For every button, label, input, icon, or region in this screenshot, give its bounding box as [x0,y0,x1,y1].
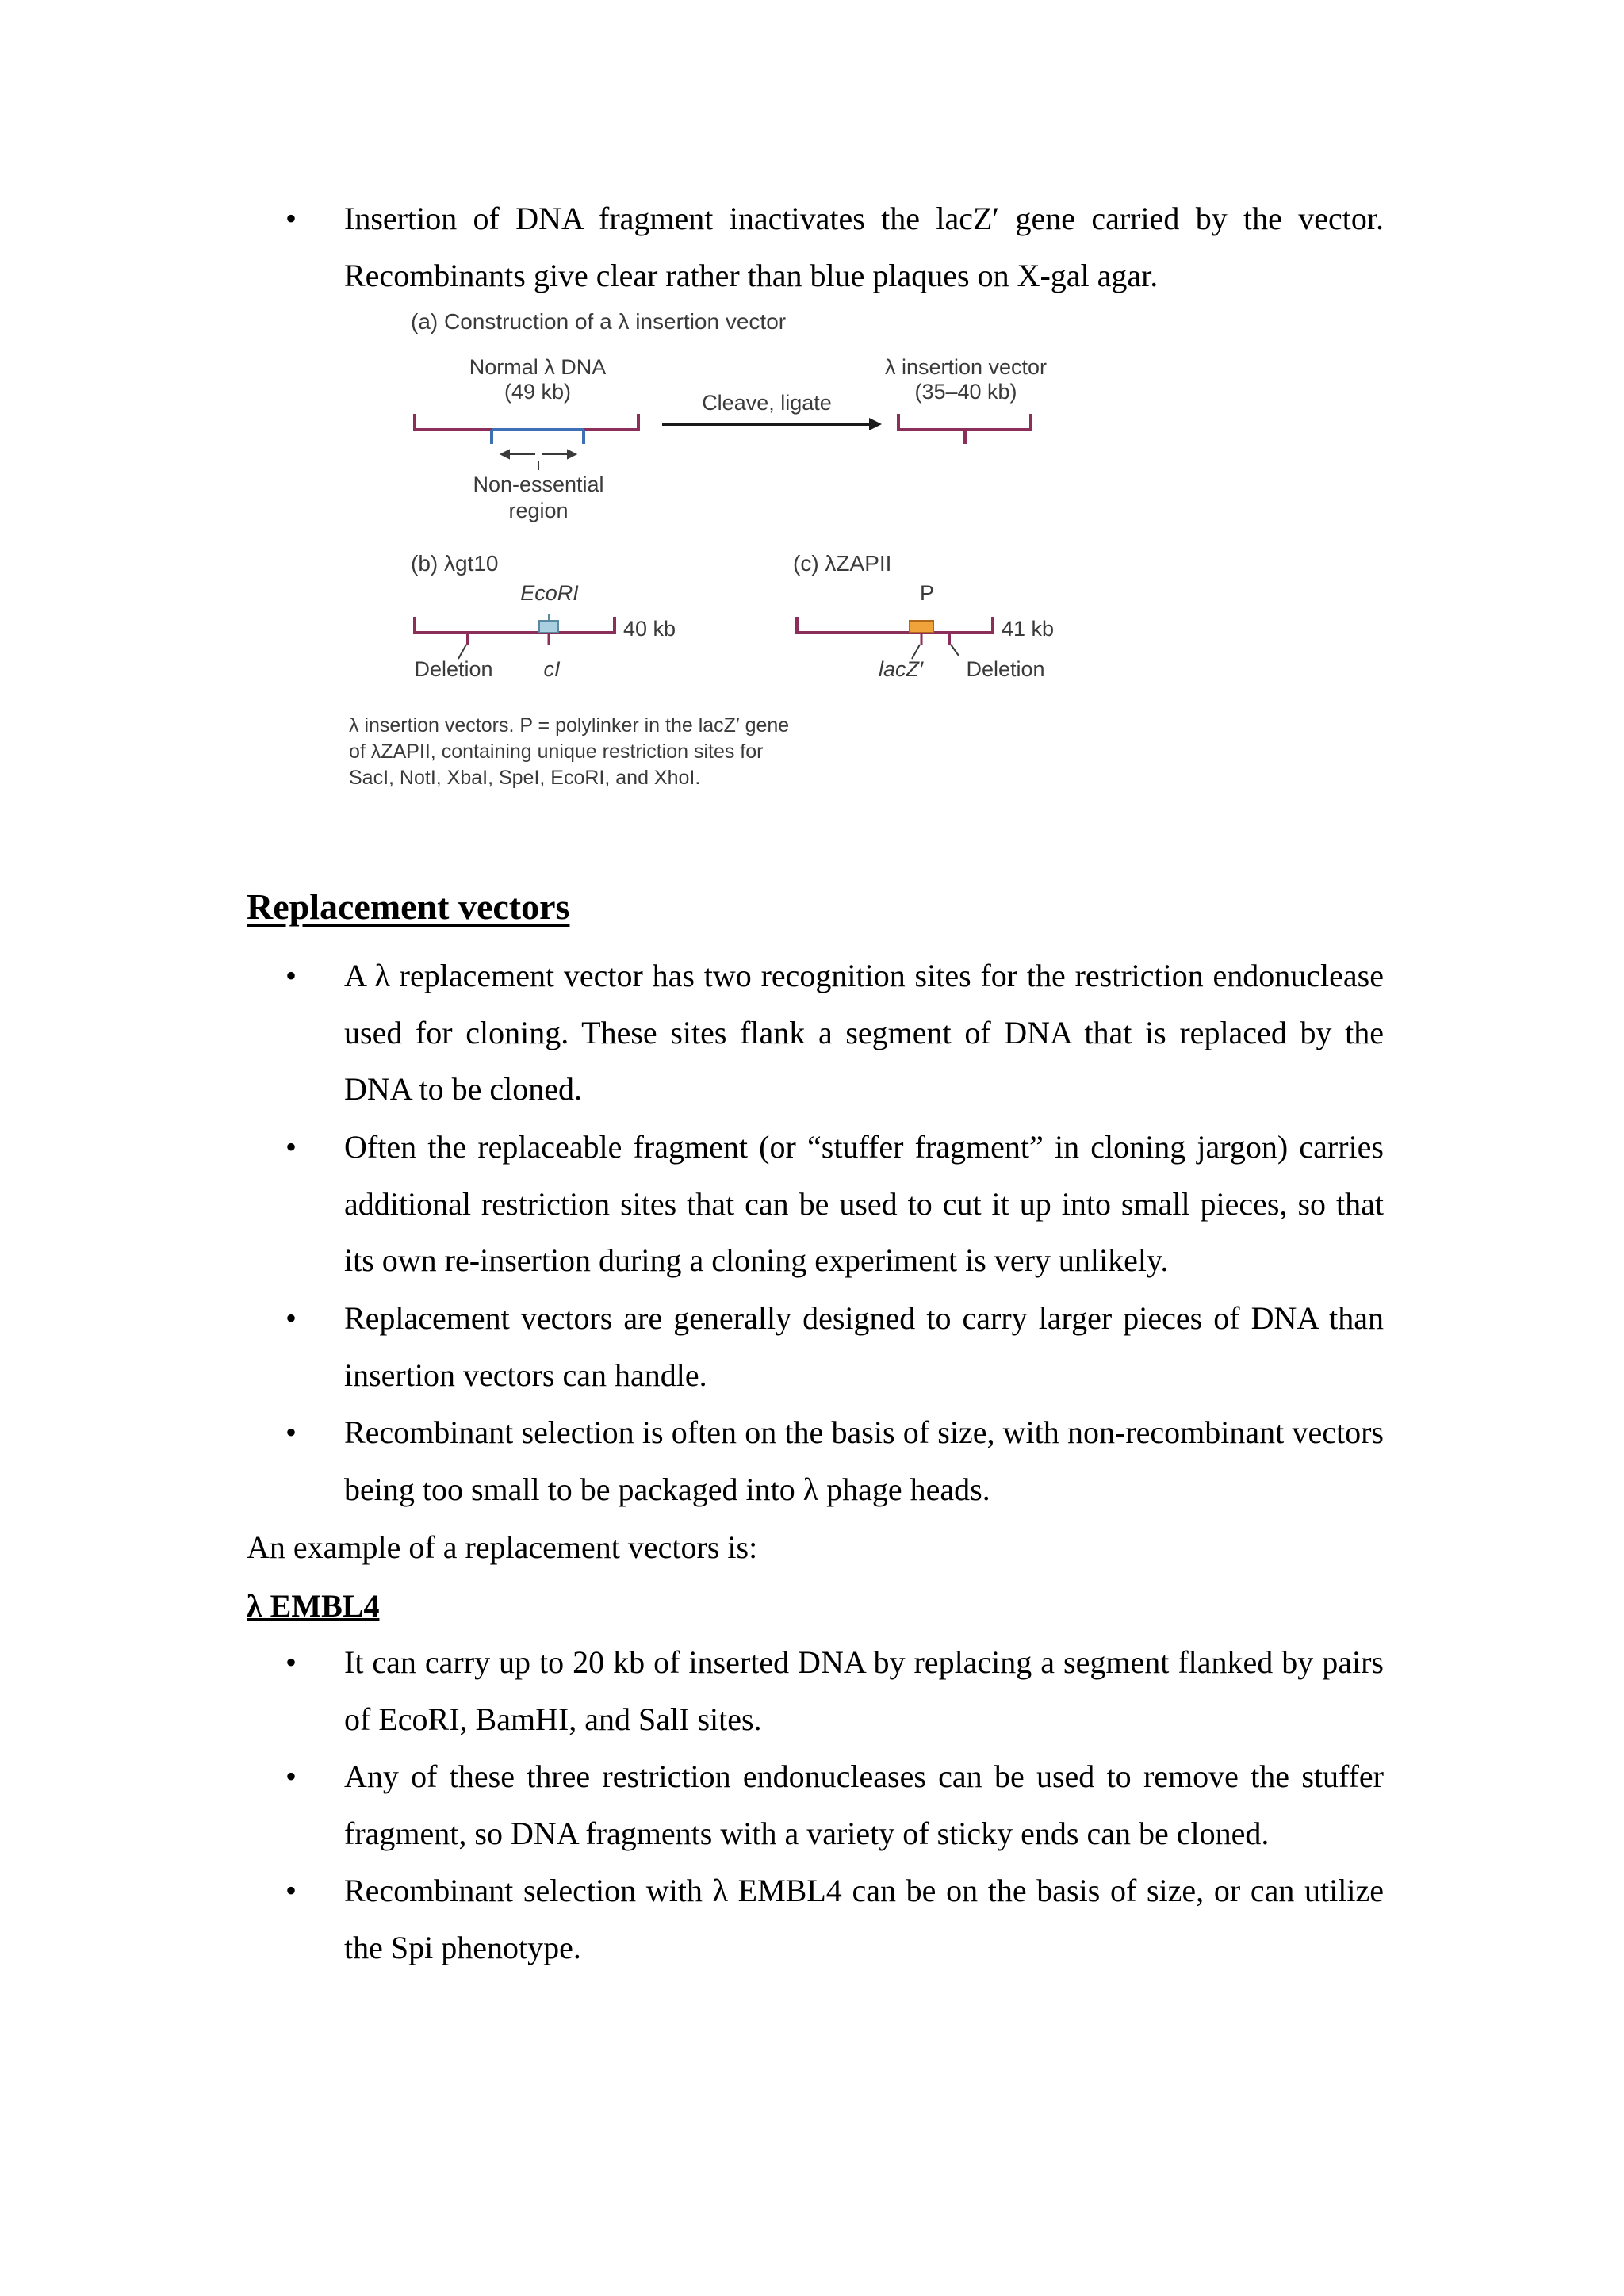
figure-svg [333,305,1078,813]
normal-dna-label: Normal λ DNA [469,355,607,379]
cleave-arrow [662,418,882,430]
example-intro: An example of a replacement vectors is: [247,1529,758,1565]
bullet-text: Replacement vectors are generally designed to carry larger pieces of DNA than insertion vectors can handle. [344,1300,1384,1393]
insertion-vector-size-label: (35–40 kb) [914,380,1017,404]
caption-line-2: of λZAPII, containing unique restriction sites for [349,740,764,763]
lambda-gt10-line [415,614,615,645]
panel-c-title: (c) λZAPII [793,551,892,576]
insertion-vector-figure [333,305,1078,813]
bullet-item-replacement-4 [285,1404,1384,1519]
bullet-text: Often the replaceable fragment (or “stuffer fragment” in cloning jargon) carries additional restriction sites that can be used to cut it up into small pieces, so that its own re-insertion during a cloning experiment is very unlikely. [344,1129,1384,1278]
bullet-marker: • [285,1873,297,1908]
bullet-text: Any of these three restriction endonucleases can be used to remove the stuffer fragment, so DNA fragments with a variety of sticky ends can be cloned. [344,1758,1384,1851]
normal-dna-size-label: (49 kb) [504,380,572,404]
bullet-marker: • [285,1758,297,1794]
lambda-zapii-line [797,617,993,645]
section-heading: Replacement vectors [247,886,570,927]
nonessential-label: Non-essential [473,473,604,496]
cleave-ligate-label: Cleave, ligate [702,391,832,415]
bullet-item-replacement-1 [285,947,1384,1118]
bullet-marker: • [285,1414,297,1450]
zap-size-label: 41 kb [1002,617,1055,641]
polylinker-p-label: P [919,581,935,605]
polylinker-box [910,621,933,633]
normal-dna-line [415,414,638,444]
lacz-label: lacZ′ [878,657,924,681]
bullet-item-replacement-2 [285,1119,1384,1289]
bullet-item-embl4-1 [285,1634,1384,1749]
bullet-marker: • [285,201,297,236]
bullet-marker: • [285,1644,297,1680]
bullet-text: It can carry up to 20 kb of inserted DNA by replacing a segment flanked by pairs of EcoRI, BamHI, and SalI sites. [344,1644,1384,1737]
insertion-vector-label: λ insertion vector [884,355,1048,379]
ecori-site-box [539,621,558,633]
insertion-vector-line [898,414,1031,444]
bullet-text: Insertion of DNA fragment inactivates the lacZ′ gene carried by the vector. Recombinants give clear rather than blue plaques on X-gal agar. [344,201,1384,293]
bullet-item-replacement-3 [285,1290,1384,1405]
nonessential-arrows [501,450,576,470]
bullet-text: Recombinant selection is often on the basis of size, with non-recombinant vectors being too small to be packaged into λ phage heads. [344,1414,1384,1507]
gt10-size-label: 40 kb [623,617,676,641]
panel-a-title: (a) Construction of a λ insertion vector [411,309,787,334]
bullet-text: Recombinant selection with λ EMBL4 can be on the basis of size, or can utilize the Spi phenotype. [344,1873,1384,1965]
bullet-marker: • [285,1129,297,1165]
nonessential-region-label: region [508,499,569,522]
zap-deletion-label: Deletion [966,657,1045,681]
caption-line-1: λ insertion vectors. P = polylinker in the lacZ′ gene [349,714,790,737]
bullet-marker: • [285,958,297,993]
bullet-item-embl4-3 [285,1862,1384,1977]
ecori-label: EcoRI [520,581,579,605]
bullet-text: A λ replacement vector has two recognition sites for the restriction endonuclease used for cloning. These sites flank a segment of DNA that is replaced by the DNA to be cloned. [344,958,1384,1107]
caption-line-3: SacI, NotI, XbaI, SpeI, EcoRI, and XhoI. [349,767,701,789]
ci-label: cI [543,657,561,681]
bullet-item-lacz [285,190,1384,309]
gt10-deletion-label: Deletion [414,657,493,681]
bullet-marker: • [285,1300,297,1336]
example-heading: λ EMBL4 [247,1588,380,1624]
bullet-item-embl4-2 [285,1748,1384,1863]
zap-deletion-pointer [951,645,959,656]
panel-b-title: (b) λgt10 [411,551,499,576]
